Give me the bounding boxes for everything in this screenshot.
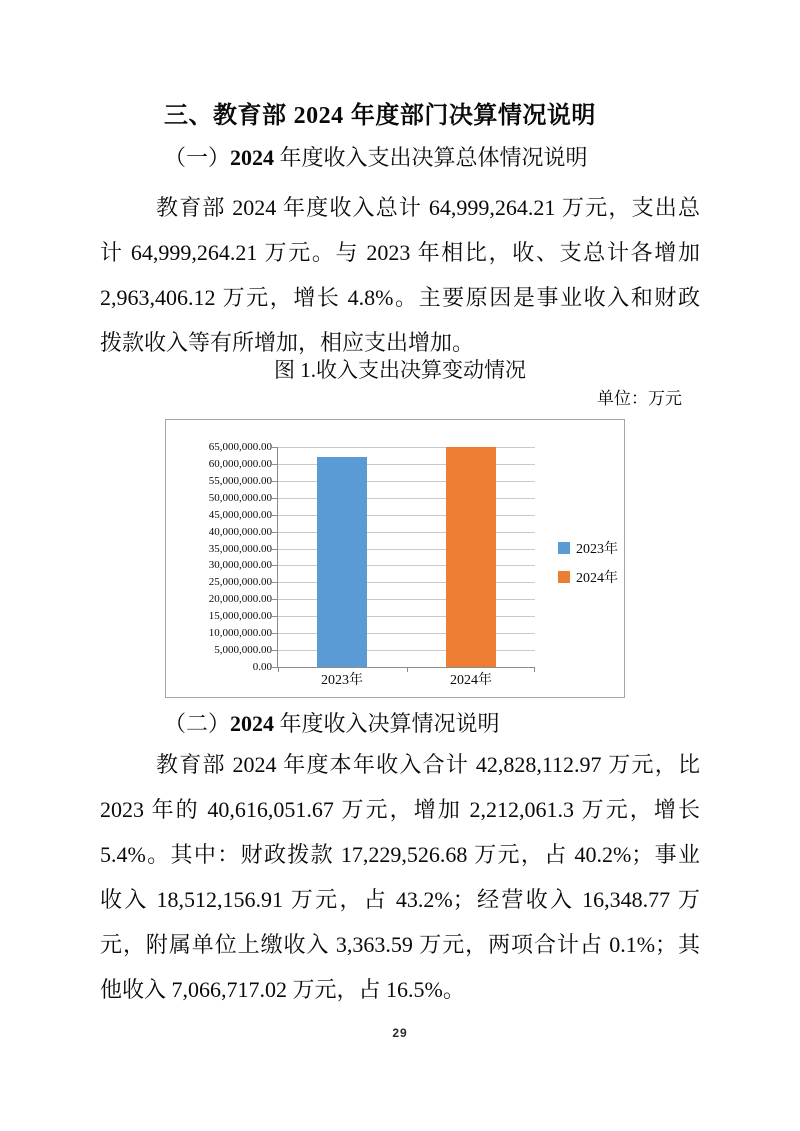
paragraph-line: 收入 18,512,156.91 万元，占 43.2%；经营收入 16,348.77 万	[100, 887, 700, 912]
heading-year: 2024	[293, 103, 344, 129]
paragraph-overview	[100, 185, 700, 365]
subsection-1-heading	[100, 143, 700, 173]
y-axis-tick	[272, 464, 277, 465]
page-number: 29	[392, 1026, 408, 1040]
x-axis-label: 2024年	[450, 673, 492, 688]
y-axis-label: 30,000,000.00	[208, 559, 272, 571]
paragraph-line: 拨款收入等有所增加，相应支出增加。	[100, 330, 475, 355]
y-axis-label: 10,000,000.00	[208, 627, 272, 639]
paragraph-line: 计 64,999,264.21 万元。与 2023 年相比，收、支总计各增加	[100, 240, 700, 265]
section-heading	[100, 100, 700, 132]
legend-item-2023	[558, 539, 618, 557]
y-axis-tick	[272, 582, 277, 583]
y-axis-label: 65,000,000.00	[208, 441, 272, 453]
paragraph-line: 2,963,406.12 万元，增长 4.8%。主要原因是事业收入和财政	[100, 285, 700, 310]
heading-text-suffix: 年度部门决算情况说明	[343, 102, 596, 129]
subsection-2-prefix: （二）	[164, 711, 231, 736]
y-axis-label: 25,000,000.00	[208, 576, 272, 588]
y-axis-tick	[272, 447, 277, 448]
y-axis-tick	[272, 667, 277, 668]
y-axis-tick	[272, 515, 277, 516]
x-axis-label: 2023年	[321, 673, 363, 688]
figure-title: 图 1.收入支出决算变动情况	[274, 358, 526, 382]
paragraph-line: 5.4%。其中：财政拨款 17,229,526.68 万元，占 40.2%；事业	[100, 842, 700, 867]
subsection-1-year: 2024	[230, 145, 275, 170]
y-axis-tick	[272, 565, 277, 566]
legend-swatch-2023	[558, 542, 570, 554]
y-axis-tick	[272, 481, 277, 482]
heading-text-prefix: 三、教育部	[164, 102, 294, 129]
paragraph-line: 教育部 2024 年度收入总计 64,999,264.21 万元，支出总	[156, 195, 700, 220]
legend-label-2023: 2023年	[576, 542, 618, 557]
y-axis-label: 0.00	[252, 661, 272, 673]
paragraph-line: 教育部 2024 年度本年收入合计 42,828,112.97 万元，比	[156, 752, 700, 777]
paragraph-line: 2023 年的 40,616,051.67 万元，增加 2,212,061.3 万元，增长	[100, 797, 700, 822]
y-axis-label: 45,000,000.00	[208, 509, 272, 521]
y-axis-tick	[272, 633, 277, 634]
y-axis-tick	[272, 498, 277, 499]
plot-area	[277, 447, 535, 668]
subsection-2-heading	[100, 709, 700, 739]
subsection-1-suffix: 年度收入支出决算总体情况说明	[274, 145, 588, 170]
y-axis-label: 35,000,000.00	[208, 543, 272, 555]
bar-2024年	[446, 447, 496, 667]
y-axis-label: 20,000,000.00	[208, 593, 272, 605]
paragraph-line: 元，附属单位上缴收入 3,363.59 万元，两项合计占 0.1%；其	[100, 932, 700, 957]
chart-legend	[558, 539, 618, 597]
x-axis-tick	[278, 668, 279, 672]
x-axis-tick	[407, 668, 408, 672]
x-axis-tick	[534, 668, 535, 672]
y-axis-label: 40,000,000.00	[208, 526, 272, 538]
y-axis-label: 5,000,000.00	[214, 644, 272, 656]
y-axis-label: 50,000,000.00	[208, 492, 272, 504]
y-axis-tick	[272, 549, 277, 550]
subsection-1-prefix: （一）	[164, 145, 231, 170]
subsection-2-suffix: 年度收入决算情况说明	[274, 711, 500, 736]
y-axis-label: 60,000,000.00	[208, 458, 272, 470]
legend-item-2024	[558, 568, 618, 586]
y-axis-tick	[272, 532, 277, 533]
paragraph-income	[100, 742, 700, 1012]
figure-bar-chart	[165, 419, 625, 698]
y-axis-label: 15,000,000.00	[208, 610, 272, 622]
y-axis-tick	[272, 599, 277, 600]
bar-2023年	[317, 457, 367, 667]
subsection-2-year: 2024	[230, 711, 275, 736]
paragraph-line: 他收入 7,066,717.02 万元，占 16.5%。	[100, 977, 465, 1002]
y-axis-tick	[272, 650, 277, 651]
figure-unit-label: 单位：万元	[597, 389, 682, 408]
y-axis-label: 55,000,000.00	[208, 475, 272, 487]
legend-label-2024: 2024年	[576, 571, 618, 586]
y-axis-tick	[272, 616, 277, 617]
y-gridline	[278, 447, 535, 448]
legend-swatch-2024	[558, 571, 570, 583]
